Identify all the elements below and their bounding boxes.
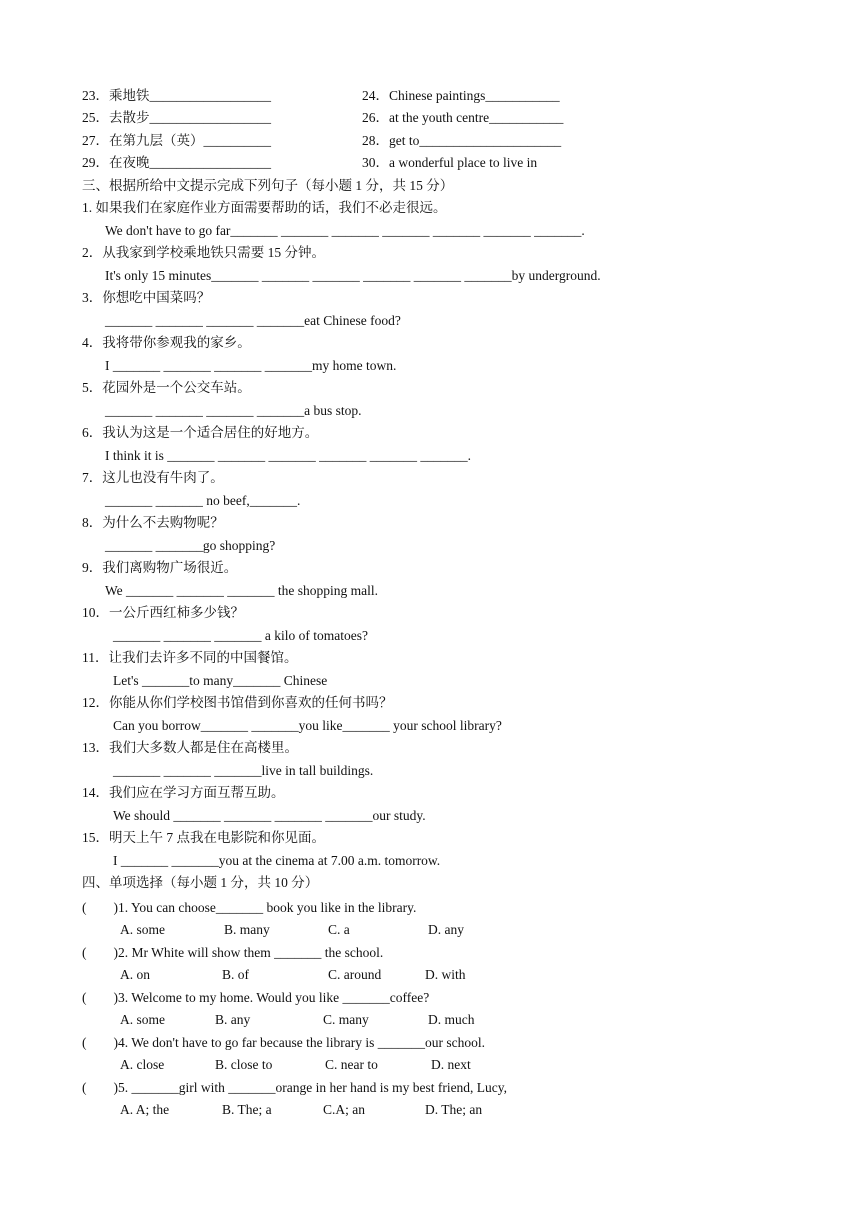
option-d: D. with bbox=[425, 967, 466, 982]
mc-options bbox=[0, 1011, 860, 1029]
option-d: D. any bbox=[428, 922, 464, 937]
option-b: B. close to bbox=[215, 1057, 273, 1072]
mc-question: ( )4. We don't have to go far because the library is _______our school. bbox=[82, 1035, 485, 1050]
question-cn: 8．为什么不去购物呢？ bbox=[82, 515, 224, 530]
question-cn: 11．让我们去许多不同的中国餐馆。 bbox=[82, 650, 298, 665]
option-b: B. The; a bbox=[222, 1102, 272, 1117]
mc-question: ( )5. _______girl with _______orange in her hand is my best friend, Lucy, bbox=[82, 1080, 508, 1095]
vocab-item: 23．乘地铁__________________ bbox=[82, 88, 271, 103]
option-b: B. any bbox=[215, 1012, 251, 1027]
option-c: C. a bbox=[328, 922, 350, 937]
vocab-item: 28．get to_____________________ bbox=[362, 133, 562, 148]
question-cn: 4．我将带你参观我的家乡。 bbox=[82, 335, 251, 350]
mc-question: ( )2. Mr White will show them _______ the school. bbox=[82, 945, 384, 960]
mc-options bbox=[0, 966, 860, 984]
option-b: B. of bbox=[222, 967, 249, 982]
question-cn: 2．从我家到学校乘地铁只需要 15 分钟。 bbox=[82, 245, 325, 260]
mc-options bbox=[0, 1056, 860, 1074]
vocab-item: 25．去散步__________________ bbox=[82, 110, 271, 125]
mc-question: ( )3. Welcome to my home. Would you like _______coffee? bbox=[82, 990, 430, 1005]
question-en: Can you borrow_______ _______you like_______ your school library? bbox=[113, 718, 502, 733]
question-cn: 5．花园外是一个公交车站。 bbox=[82, 380, 251, 395]
vocab-item: 26．at the youth centre___________ bbox=[362, 110, 564, 125]
question-cn: 12．你能从你们学校图书馆借到你喜欢的任何书吗？ bbox=[82, 695, 393, 710]
question-en: _______ _______ _______ _______a bus stop. bbox=[105, 403, 362, 418]
vocab-item: 29．在夜晚__________________ bbox=[82, 155, 271, 170]
question-en: I _______ _______you at the cinema at 7.00 a.m. tomorrow. bbox=[113, 853, 441, 868]
question-cn: 15．明天上午 7 点我在电影院和你见面。 bbox=[82, 830, 325, 845]
question-cn: 10．一公斤西红柿多少钱？ bbox=[82, 605, 244, 620]
option-a: A. some bbox=[120, 1012, 165, 1027]
question-cn: 9．我们离购物广场很近。 bbox=[82, 560, 238, 575]
section-title: 四、单项选择（每小题 1 分，共 10 分） bbox=[82, 875, 319, 890]
option-c: C.A; an bbox=[323, 1102, 365, 1117]
question-cn: 7．这儿也没有牛肉了。 bbox=[82, 470, 224, 485]
question-en: We _______ _______ _______ the shopping mall. bbox=[105, 583, 379, 598]
question-cn: 6．我认为这是一个适合居住的好地方。 bbox=[82, 425, 319, 440]
option-d: D. The; an bbox=[425, 1102, 483, 1117]
question-en: I think it is _______ _______ _______ _______ _______ _______. bbox=[105, 448, 472, 463]
question-en: It's only 15 minutes_______ _______ _______ _______ _______ _______by underground. bbox=[105, 268, 601, 283]
option-d: D. much bbox=[428, 1012, 475, 1027]
vocab-item: 24．Chinese paintings___________ bbox=[362, 88, 560, 103]
option-a: A. on bbox=[120, 967, 150, 982]
mc-question: ( )1. You can choose_______ book you like in the library. bbox=[82, 900, 417, 915]
vocab-item: 27．在第九层（英）__________ bbox=[82, 133, 271, 148]
question-en: We should _______ _______ _______ _______our study. bbox=[113, 808, 426, 823]
section-title: 三、根据所给中文提示完成下列句子（每小题 1 分，共 15 分） bbox=[82, 178, 454, 193]
option-a: A. close bbox=[120, 1057, 165, 1072]
option-d: D. next bbox=[431, 1057, 471, 1072]
question-en: We don't have to go far_______ _______ _______ _______ _______ _______ _______. bbox=[105, 223, 585, 238]
option-a: A. A; the bbox=[120, 1102, 170, 1117]
option-c: C. near to bbox=[325, 1057, 378, 1072]
option-a: A. some bbox=[120, 922, 165, 937]
vocab-item: 30．a wonderful place to live in bbox=[362, 155, 538, 170]
mc-options bbox=[0, 1101, 860, 1119]
question-en: Let's _______to many_______ Chinese bbox=[113, 673, 328, 688]
option-c: C. many bbox=[323, 1012, 369, 1027]
option-b: B. many bbox=[224, 922, 270, 937]
question-cn: 1. 如果我们在家庭作业方面需要帮助的话，我们不必走很远。 bbox=[82, 200, 447, 215]
question-cn: 14．我们应在学习方面互帮互助。 bbox=[82, 785, 285, 800]
question-en: _______ _______ _______ a kilo of tomatoes? bbox=[113, 628, 368, 643]
question-cn: 13．我们大多数人都是住在高楼里。 bbox=[82, 740, 298, 755]
question-en: _______ _______ no beef,_______. bbox=[105, 493, 301, 508]
question-cn: 3．你想吃中国菜吗？ bbox=[82, 290, 211, 305]
question-en: _______ _______go shopping? bbox=[105, 538, 276, 553]
option-c: C. around bbox=[328, 967, 382, 982]
question-en: _______ _______ _______ _______eat Chinese food? bbox=[105, 313, 401, 328]
mc-options bbox=[0, 921, 860, 939]
question-en: _______ _______ _______live in tall buildings. bbox=[113, 763, 374, 778]
question-en: I _______ _______ _______ _______my home town. bbox=[105, 358, 397, 373]
